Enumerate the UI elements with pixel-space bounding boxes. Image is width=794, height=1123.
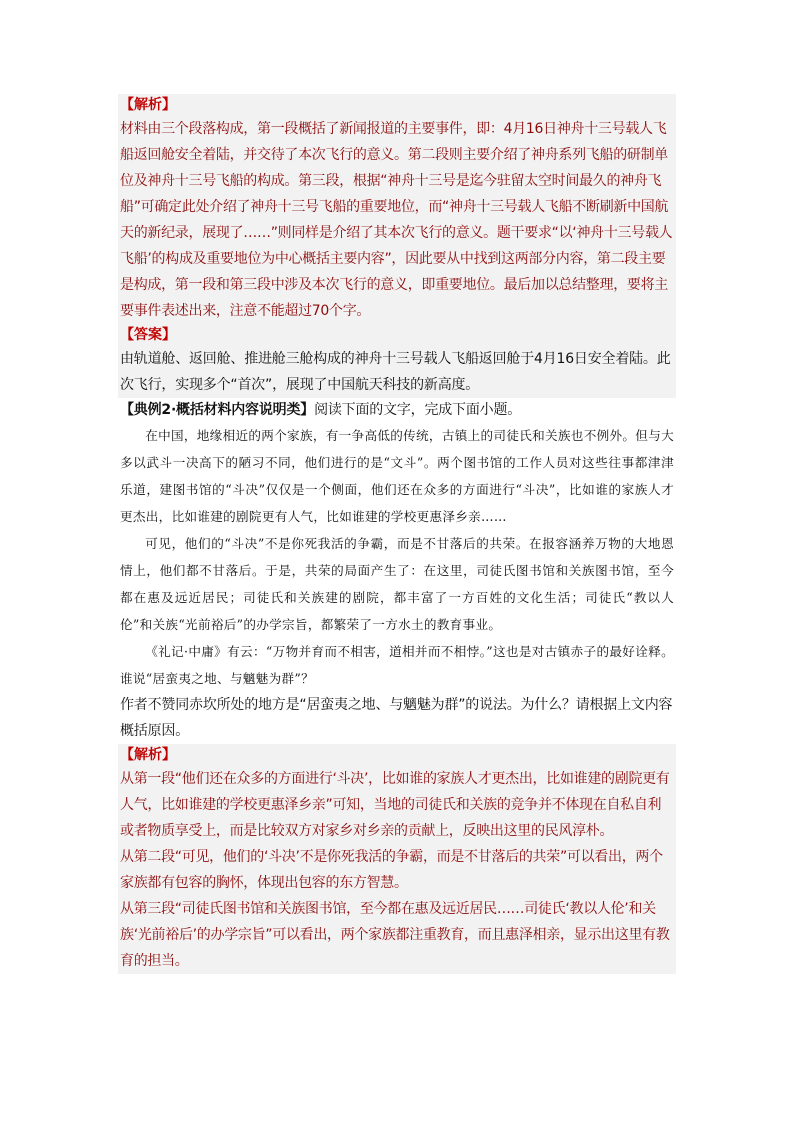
analysis-section-1 bbox=[118, 94, 676, 324]
analysis-paragraph: 从第一段“他们还在众多的方面进行‘斗决’，比如谁的家族人才更杰出，比如谁建的剧院更有人气，比如谁建的学校更惠泽乡亲”可知，当地的司徒氏和关族的竞争并不体现在自私自利或者物质享受上，而是比较双方对家乡对乡亲的贡献上，反映出这里的民风淳朴。 bbox=[120, 771, 670, 839]
document-page bbox=[118, 94, 676, 974]
answer-section bbox=[118, 324, 676, 398]
reading-passage bbox=[118, 422, 676, 692]
analysis-label: 【解析】 bbox=[120, 97, 176, 113]
example-title: 【典例2·概括材料内容说明类】 bbox=[120, 402, 315, 418]
example-section bbox=[118, 398, 676, 744]
question-text: 作者不赞同赤坎所处的地方是“居蛮夷之地、与魑魅为群”的说法。为什么？请根据上文内容概括原因。 bbox=[120, 697, 673, 739]
analysis-paragraph: 从第二段“可见，他们的‘斗决’不是你死我活的争霸，而是不甘落后的共荣”可以看出，两个家族都有包容的胸怀，体现出包容的东方智慧。 bbox=[120, 849, 663, 891]
answer-text: 由轨道舱、返回舱、推进舱三舱构成的神舟十三号载人飞船返回舱于4月16日安全着陆。此次飞行，实现多个“首次”，展现了中国航天科技的新高度。 bbox=[120, 351, 671, 393]
passage-paragraph: 在中国，地缘相近的两个家族，有一争高低的传统，古镇上的司徒氏和关族也不例外。但与大多以武斗一决高下的陋习不同，他们进行的是“文斗”。两个图书馆的工作人员对这些往事都津津乐道，建图书馆的“斗决”仅仅是一个侧面，他们还在众多的方面进行“斗决”，比如谁的家族人才更杰出，比如谁建的剧院更有人气，比如谁建的学校更惠泽乡亲…… bbox=[120, 428, 674, 524]
analysis-paragraph: 从第三段“司徒氏图书馆和关族图书馆，至今都在惠及远近居民……司徒氏‘教以人伦’和关族‘光前裕后’的办学宗旨”可以看出，两个家族都注重教育，而且惠泽相亲，显示出这里有教育的担当。 bbox=[120, 901, 670, 969]
example-instruction: 阅读下面的文字，完成下面小题。 bbox=[314, 402, 522, 418]
analysis-section-2 bbox=[118, 744, 676, 974]
answer-label: 【答案】 bbox=[120, 327, 176, 343]
analysis-label: 【解析】 bbox=[120, 747, 176, 763]
analysis-text: 材料由三个段落构成，第一段概括了新闻报道的主要事件，即：4月16日神舟十三号载人飞船返回舱安全着陆，并交待了本次飞行的意义。第二段则主要介绍了神舟系列飞船的研制单位及神舟十三号飞船的构成。第三段，根据“神舟十三号是迄今驻留太空时间最久的神舟飞船”可确定此处介绍了神舟十三号飞船的重要地位，而“神舟十三号载人飞船不断刷新中国航天的新纪录，展现了……”则同样是介绍了其本次飞行的意义。题干要求“以‘神舟十三号载人飞船’的构成及重要地位为中心概括主要内容”，因此要从中找到这两部分内容，第二段主要是构成，第一段和第三段中涉及本次飞行的意义，即重要地位。最后加以总结整理，要将主要事件表述出来，注意不能超过70个字。 bbox=[120, 121, 673, 319]
example-heading bbox=[118, 398, 676, 422]
passage-paragraph: 可见，他们的“斗决”不是你死我活的争霸，而是不甘落后的共荣。在报容涵养万物的大地恩情上，他们都不甘落后。于是，共荣的局面产生了：在这里，司徒氏图书馆和关族图书馆，至今都在惠及远近居民；司徒氏和关族建的剧院，都丰富了一方百姓的文化生活；司徒氏“教以人伦”和关族“光前裕后”的办学宗旨，都繁荣了一方水土的教育事业。 bbox=[120, 536, 674, 632]
passage-paragraph: 《礼记·中庸》有云：“万物并育而不相害，道相并而不相悖。”这也是对古镇赤子的最好诠释。谁说“居蛮夷之地、与魑魅为群”？ bbox=[120, 644, 674, 686]
